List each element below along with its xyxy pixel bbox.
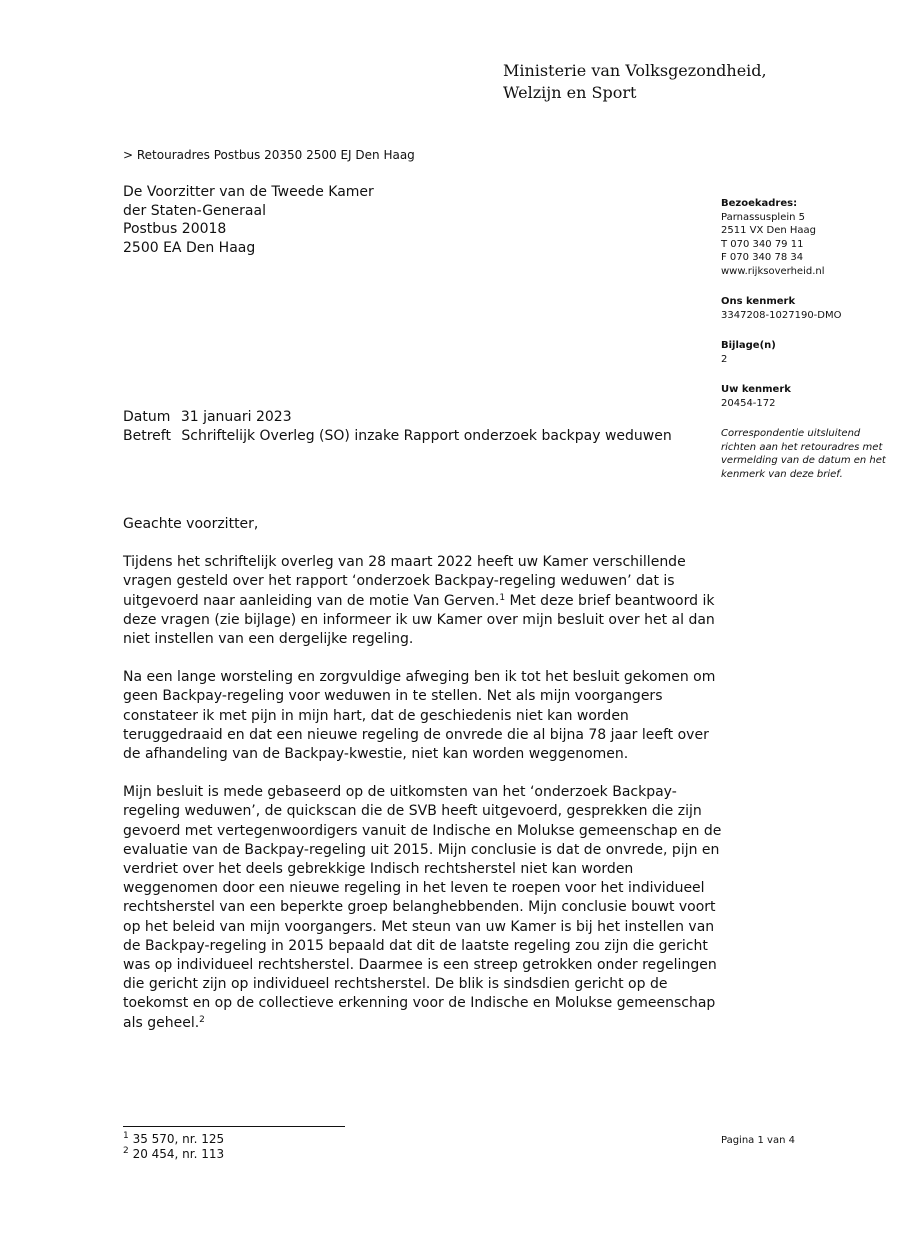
- footnote-2-mark: 2: [123, 1146, 129, 1156]
- addressee-line-4: 2500 EA Den Haag: [123, 239, 256, 256]
- date-label: Datum: [123, 409, 171, 425]
- visit-address-heading: Bezoekadres:: [721, 198, 798, 209]
- paragraph-1-part-b: Met deze brief beantwoord ik deze vragen (zie bijlage) en informeer ik uw Kamer over mijn besluit over het al dan niet instellen van een dergelijke regeling.: [123, 592, 715, 648]
- footnote-1-mark: 1: [123, 1131, 129, 1141]
- footnote-divider: [123, 1126, 345, 1127]
- ministry-line-1: Ministerie van Volksgezondheid,: [503, 61, 767, 80]
- visit-phone: T 070 340 79 11: [721, 238, 804, 250]
- attachments-heading: Bijlage(n): [721, 340, 776, 351]
- attachments-value: 2: [721, 353, 728, 365]
- footnotes: [123, 1132, 224, 1162]
- footnote-1-text: 35 570, nr. 125: [132, 1132, 225, 1146]
- date-row: [123, 408, 672, 427]
- our-reference-value: 3347208-1027190-DMO: [721, 309, 842, 321]
- subject-label: Betreft: [123, 428, 171, 444]
- subject-row: [123, 427, 672, 446]
- visit-address-block: [721, 197, 891, 278]
- paragraph-1-part-a: Tijdens het schriftelijk overleg van 28 maart 2022 heeft uw Kamer verschillende vragen gesteld over het rapport ‘onderzoek Backpay-regeling weduwen’ dat is uitgevoerd naar aanleiding van de motie Van Gerven.: [123, 554, 686, 609]
- paragraph-3: [123, 783, 723, 1033]
- your-reference-heading: Uw kenmerk: [721, 384, 791, 395]
- salutation: Geachte voorzitter,: [123, 516, 259, 532]
- our-reference-block: [721, 295, 891, 322]
- attachments-block: [721, 339, 891, 366]
- our-reference-heading: Ons kenmerk: [721, 296, 796, 307]
- visit-website: www.rijksoverheid.nl: [721, 265, 825, 277]
- correspondence-note: Correspondentie uitsluitend richten aan het retouradres met vermelding van de datum en het kenmerk van deze brief.: [721, 428, 886, 480]
- sidebar-info: [721, 197, 891, 481]
- footnote-2: [123, 1147, 224, 1162]
- page-number: Pagina 1 van 4: [721, 1135, 795, 1146]
- paragraph-1: [123, 553, 723, 649]
- footnote-2-text: 20 454, nr. 113: [132, 1147, 225, 1161]
- your-reference-value: 20454-172: [721, 397, 776, 409]
- addressee-line-3: Postbus 20018: [123, 221, 227, 237]
- ministry-line-2: Welzijn en Sport: [503, 83, 637, 102]
- paragraph-2: Na een lange worsteling en zorgvuldige afweging ben ik tot het besluit gekomen om geen Backpay-regeling voor weduwen in te stellen. Net als mijn voorgangers constateer ik met pijn in mijn hart, dat de geschiedenis niet kan worden teruggedraaid en dat een nieuwe regeling de onvrede die al bijna 78 jaar leeft over de afhandeling van de Backpay-kwestie, niet kan worden weggenomen.: [123, 669, 716, 763]
- return-address: > Retouradres Postbus 20350 2500 EJ Den Haag: [123, 148, 415, 162]
- visit-fax: F 070 340 78 34: [721, 252, 804, 263]
- visit-postal: 2511 VX Den Haag: [721, 225, 816, 236]
- footnote-ref-2: 2: [199, 1014, 205, 1025]
- footnote-1: [123, 1132, 224, 1147]
- date-value: 31 januari 2023: [180, 409, 292, 425]
- your-reference-block: [721, 383, 891, 410]
- addressee-block: [123, 183, 563, 257]
- addressee-line-2: der Staten-Generaal: [123, 202, 266, 219]
- addressee-line-1: De Voorzitter van de Tweede Kamer: [123, 184, 374, 200]
- letter-body: [123, 515, 723, 1052]
- visit-street: Parnassusplein 5: [721, 211, 806, 223]
- paragraph-3-text: Mijn besluit is mede gebaseerd op de uitkomsten van het ‘onderzoek Backpay-regeling weduwen’, de quickscan die de SVB heeft uitgevoerd, gesprekken die zijn gevoerd met vertegenwoordigers vanuit de Indische en Molukse gemeenschap en de evaluatie van de Backpay-regeling uit 2015. Mijn conclusie is dat de onvrede, pijn en verdriet over het deels gebrekkige Indisch rechtsherstel niet kan worden weggenomen door een nieuwe regeling in het leven te roepen voor het individueel rechtsherstel van een beperkte groep belanghebbenden. Mijn conclusie bouwt voort op het beleid van mijn voorgangers. Met steun van uw Kamer is bij het instellen van de Backpay-regeling in 2015 bepaald dat dit de laatste regeling zou zijn die gericht was op individueel rechtsherstel. Daarmee is een streep getrokken onder regelingen die gericht zijn op individueel rechtsherstel. De blik is sindsdien gericht op de toekomst en op de collectieve erkenning voor de Indische en Molukse gemeenschap als geheel.: [123, 784, 722, 1031]
- subject-value: Schriftelijk Overleg (SO) inzake Rapport onderzoek backpay weduwen: [181, 428, 672, 444]
- letter-meta: [123, 408, 672, 446]
- footnote-ref-1: 1: [499, 592, 506, 603]
- ministry-name: [503, 60, 863, 104]
